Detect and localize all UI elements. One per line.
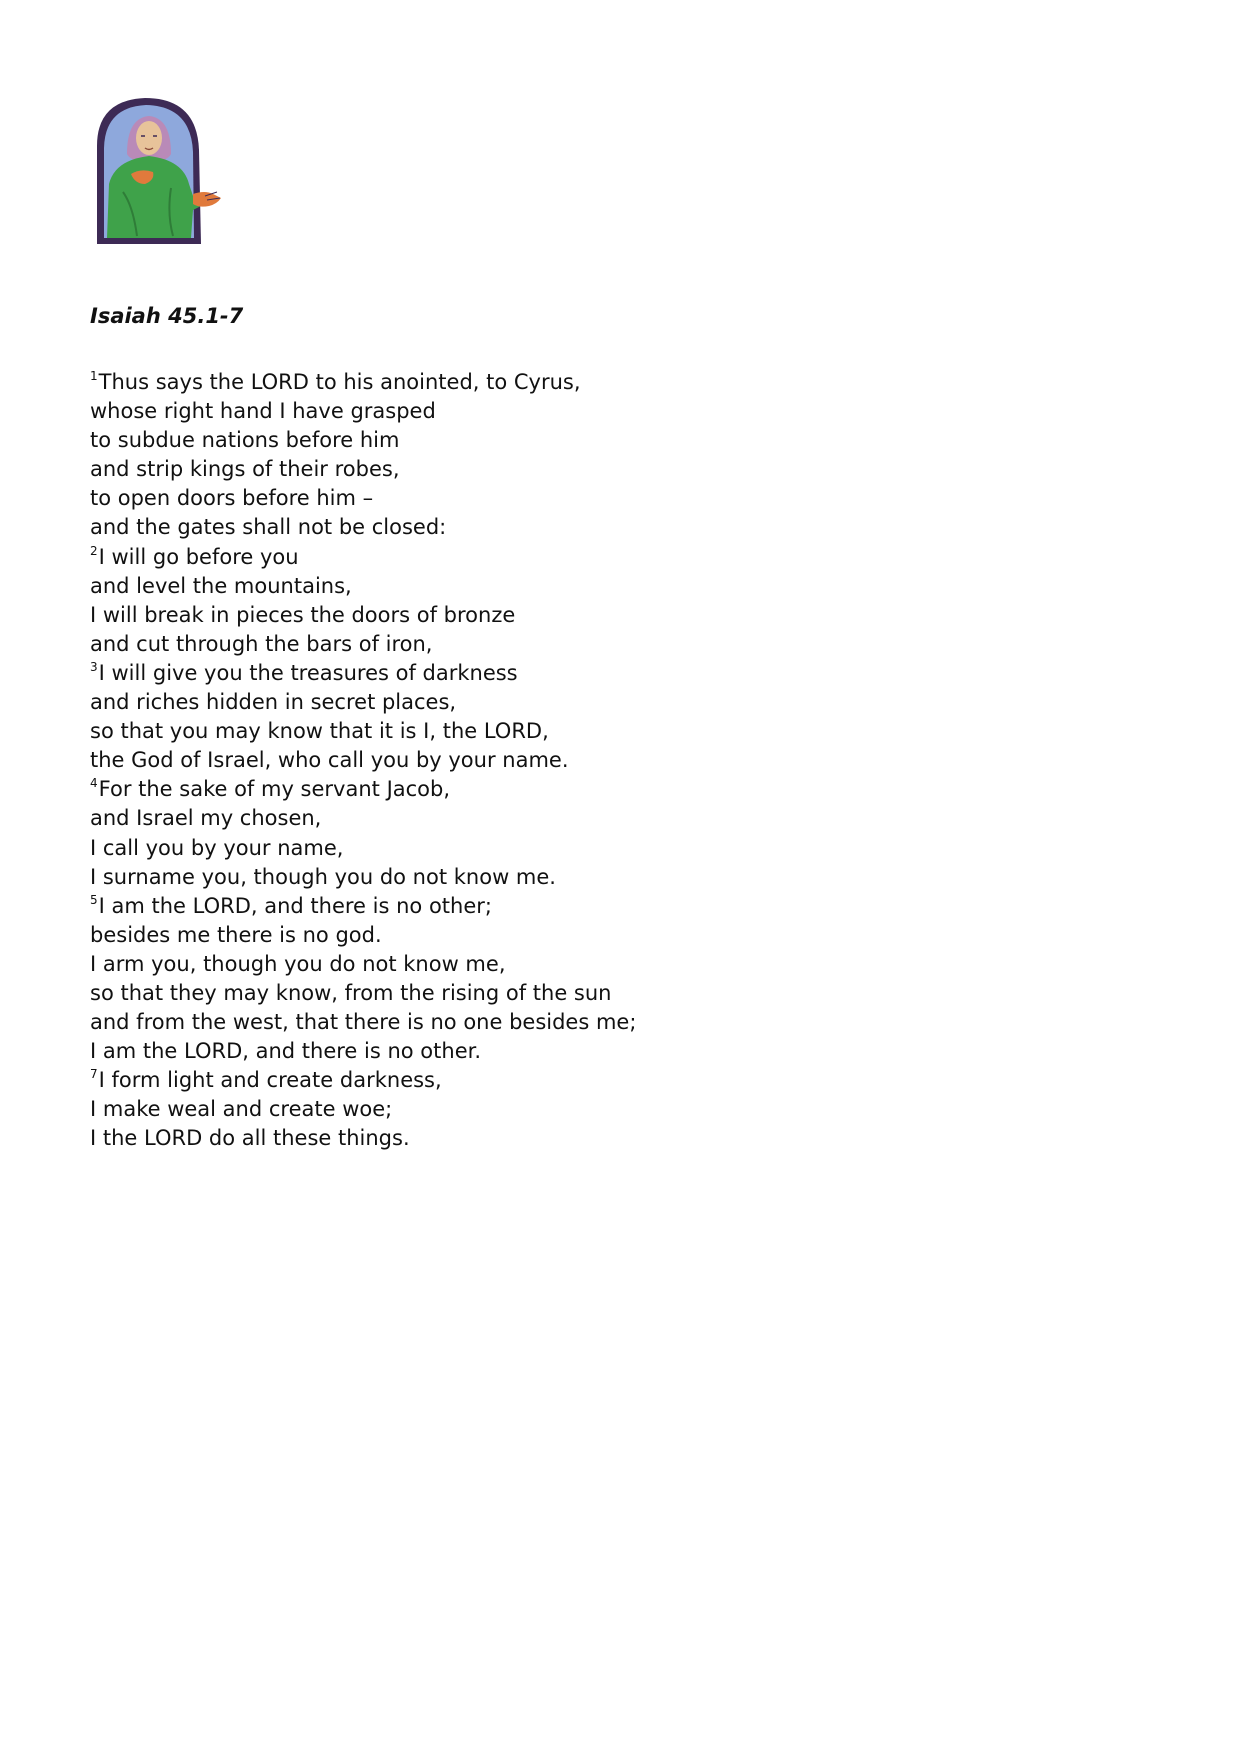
passage-line [90, 455, 636, 484]
line-text: I surname you, though you do not know me. [90, 864, 556, 889]
line-text: the God of Israel, who call you by your name. [90, 748, 569, 773]
passage-line [90, 950, 636, 979]
line-text: to subdue nations before him [90, 428, 400, 453]
line-text: I am the LORD, and there is no other. [90, 1039, 481, 1064]
line-text: I the LORD do all these things. [90, 1126, 410, 1151]
line-text: and Israel my chosen, [90, 806, 322, 831]
passage-line [90, 397, 636, 426]
line-text: and cut through the bars of iron, [90, 631, 433, 656]
line-text: I will give you the treasures of darkness [98, 660, 518, 685]
line-text: besides me there is no god. [90, 922, 382, 947]
passage-line [90, 1095, 636, 1124]
figure-illustration-svg [93, 96, 223, 246]
line-text: I form light and create darkness, [98, 1068, 442, 1093]
passage-line [90, 659, 636, 688]
line-text: I am the LORD, and there is no other; [98, 893, 492, 918]
verse-number: 7 [90, 1067, 98, 1082]
verse-number: 1 [90, 369, 98, 383]
passage-line [90, 426, 636, 455]
passage-line [90, 1008, 636, 1037]
line-text: so that they may know, from the rising of the sun [90, 980, 612, 1005]
passage-line [90, 368, 636, 397]
line-text: so that you may know that it is I, the LORD, [90, 719, 549, 744]
passage-line [90, 834, 636, 863]
passage-line [90, 979, 636, 1008]
passage-line [90, 1037, 636, 1066]
passage-line [90, 543, 636, 572]
passage-line [90, 630, 636, 659]
passage-line [90, 1066, 636, 1095]
line-text: I call you by your name, [90, 835, 344, 860]
passage-line [90, 601, 636, 630]
line-text: For the sake of my servant Jacob, [98, 777, 451, 802]
line-text: and strip kings of their robes, [90, 457, 400, 482]
passage-line [90, 484, 636, 513]
passage-line [90, 717, 636, 746]
figure-in-arched-window-icon [93, 96, 223, 246]
line-text: Thus says the LORD to his anointed, to Cyrus, [98, 370, 581, 394]
verse-number: 2 [90, 543, 98, 558]
passage-line [90, 804, 636, 833]
line-text: I arm you, though you do not know me, [90, 951, 506, 976]
line-text: and from the west, that there is no one besides me; [90, 1010, 637, 1035]
line-text: and riches hidden in secret places, [90, 690, 457, 715]
line-text: I will break in pieces the doors of bronze [90, 602, 516, 627]
passage-line [90, 572, 636, 601]
passage-line [90, 775, 636, 804]
verse-number: 5 [90, 892, 98, 907]
passage-line [90, 892, 636, 921]
verse-number: 4 [90, 776, 98, 791]
passage-line [90, 513, 636, 542]
line-text: I make weal and create woe; [90, 1097, 393, 1122]
passage-line [90, 1124, 636, 1153]
passage-line [90, 688, 636, 717]
line-text: I will go before you [98, 544, 299, 569]
outstretched-hand [193, 192, 221, 207]
passage-line [90, 921, 636, 950]
verse-number: 3 [90, 659, 98, 674]
line-text: and level the mountains, [90, 573, 352, 598]
line-text: to open doors before him – [90, 486, 374, 511]
passage-line [90, 863, 636, 892]
passage-line [90, 746, 636, 775]
line-text: whose right hand I have grasped [90, 399, 436, 424]
passage-heading: Isaiah 45.1-7 [90, 304, 244, 328]
line-text: and the gates shall not be closed: [90, 515, 447, 540]
scripture-passage [90, 368, 636, 1154]
